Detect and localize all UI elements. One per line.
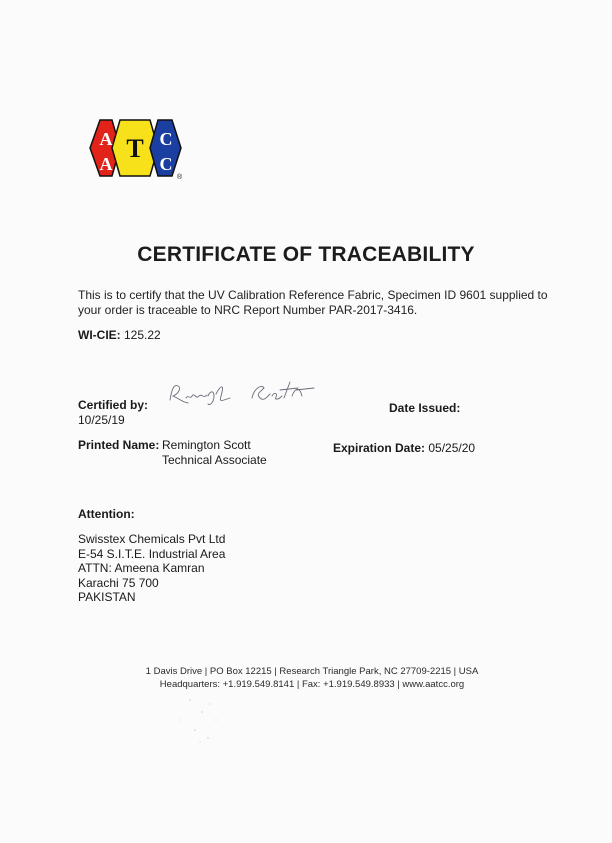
printed-name-value: Remington Scott	[162, 438, 251, 452]
certified-date: 10/25/19	[78, 413, 125, 427]
date-issued-label: Date Issued:	[389, 401, 461, 415]
address-line: PAKISTAN	[78, 590, 136, 605]
intro-line: your order is traceable to NRC Report Number PAR-2017-3416.	[78, 302, 418, 317]
page-title: CERTIFICATE OF TRACEABILITY	[137, 243, 475, 266]
logo-letter-a1: A	[99, 129, 113, 149]
wi-cie-label: WI-CIE:	[78, 328, 121, 342]
expiration-date-label: Expiration Date:	[333, 441, 426, 455]
logo-letter-c2: C	[159, 154, 173, 174]
footer	[0, 665, 612, 691]
address-line: Karachi 75 700	[78, 575, 159, 590]
intro-line: This is to certify that the UV Calibration Reference Fabric, Specimen ID 9601 supplied to	[78, 288, 548, 302]
certified-by-label: Certified by:	[78, 398, 149, 412]
logo-letter-a2: A	[99, 154, 113, 174]
intro-paragraph	[78, 288, 558, 317]
wi-cie-value: 125.22	[124, 328, 161, 342]
expiration-date-field	[333, 441, 475, 455]
logo-letter-c1: C	[159, 129, 173, 149]
printed-title-value: Technical Associate	[162, 453, 267, 467]
address-line: Swisstex Chemicals Pvt Ltd	[78, 532, 226, 546]
signature	[164, 376, 324, 412]
logo-letter-t: T	[126, 134, 144, 163]
address-line: ATTN: Ameena Kamran	[78, 561, 205, 576]
scan-specks	[150, 690, 250, 750]
attention-address	[78, 532, 225, 605]
registered-mark: ®	[177, 174, 183, 180]
expiration-date-value: 05/25/20	[428, 441, 476, 455]
footer-contact: Headquarters: +1.919.549.8141 | Fax: +1.919.549.8933 | www.aatcc.org	[159, 679, 465, 690]
footer-address: 1 Davis Drive | PO Box 12215 | Research Triangle Park, NC 27709-2215 | USA	[145, 666, 479, 677]
aatcc-logo	[86, 116, 186, 180]
wi-cie-field	[78, 328, 161, 342]
attention-label: Attention:	[78, 507, 135, 521]
address-line: E-54 S.I.T.E. Industrial Area	[78, 546, 226, 561]
printed-name-label: Printed Name:	[78, 438, 160, 452]
